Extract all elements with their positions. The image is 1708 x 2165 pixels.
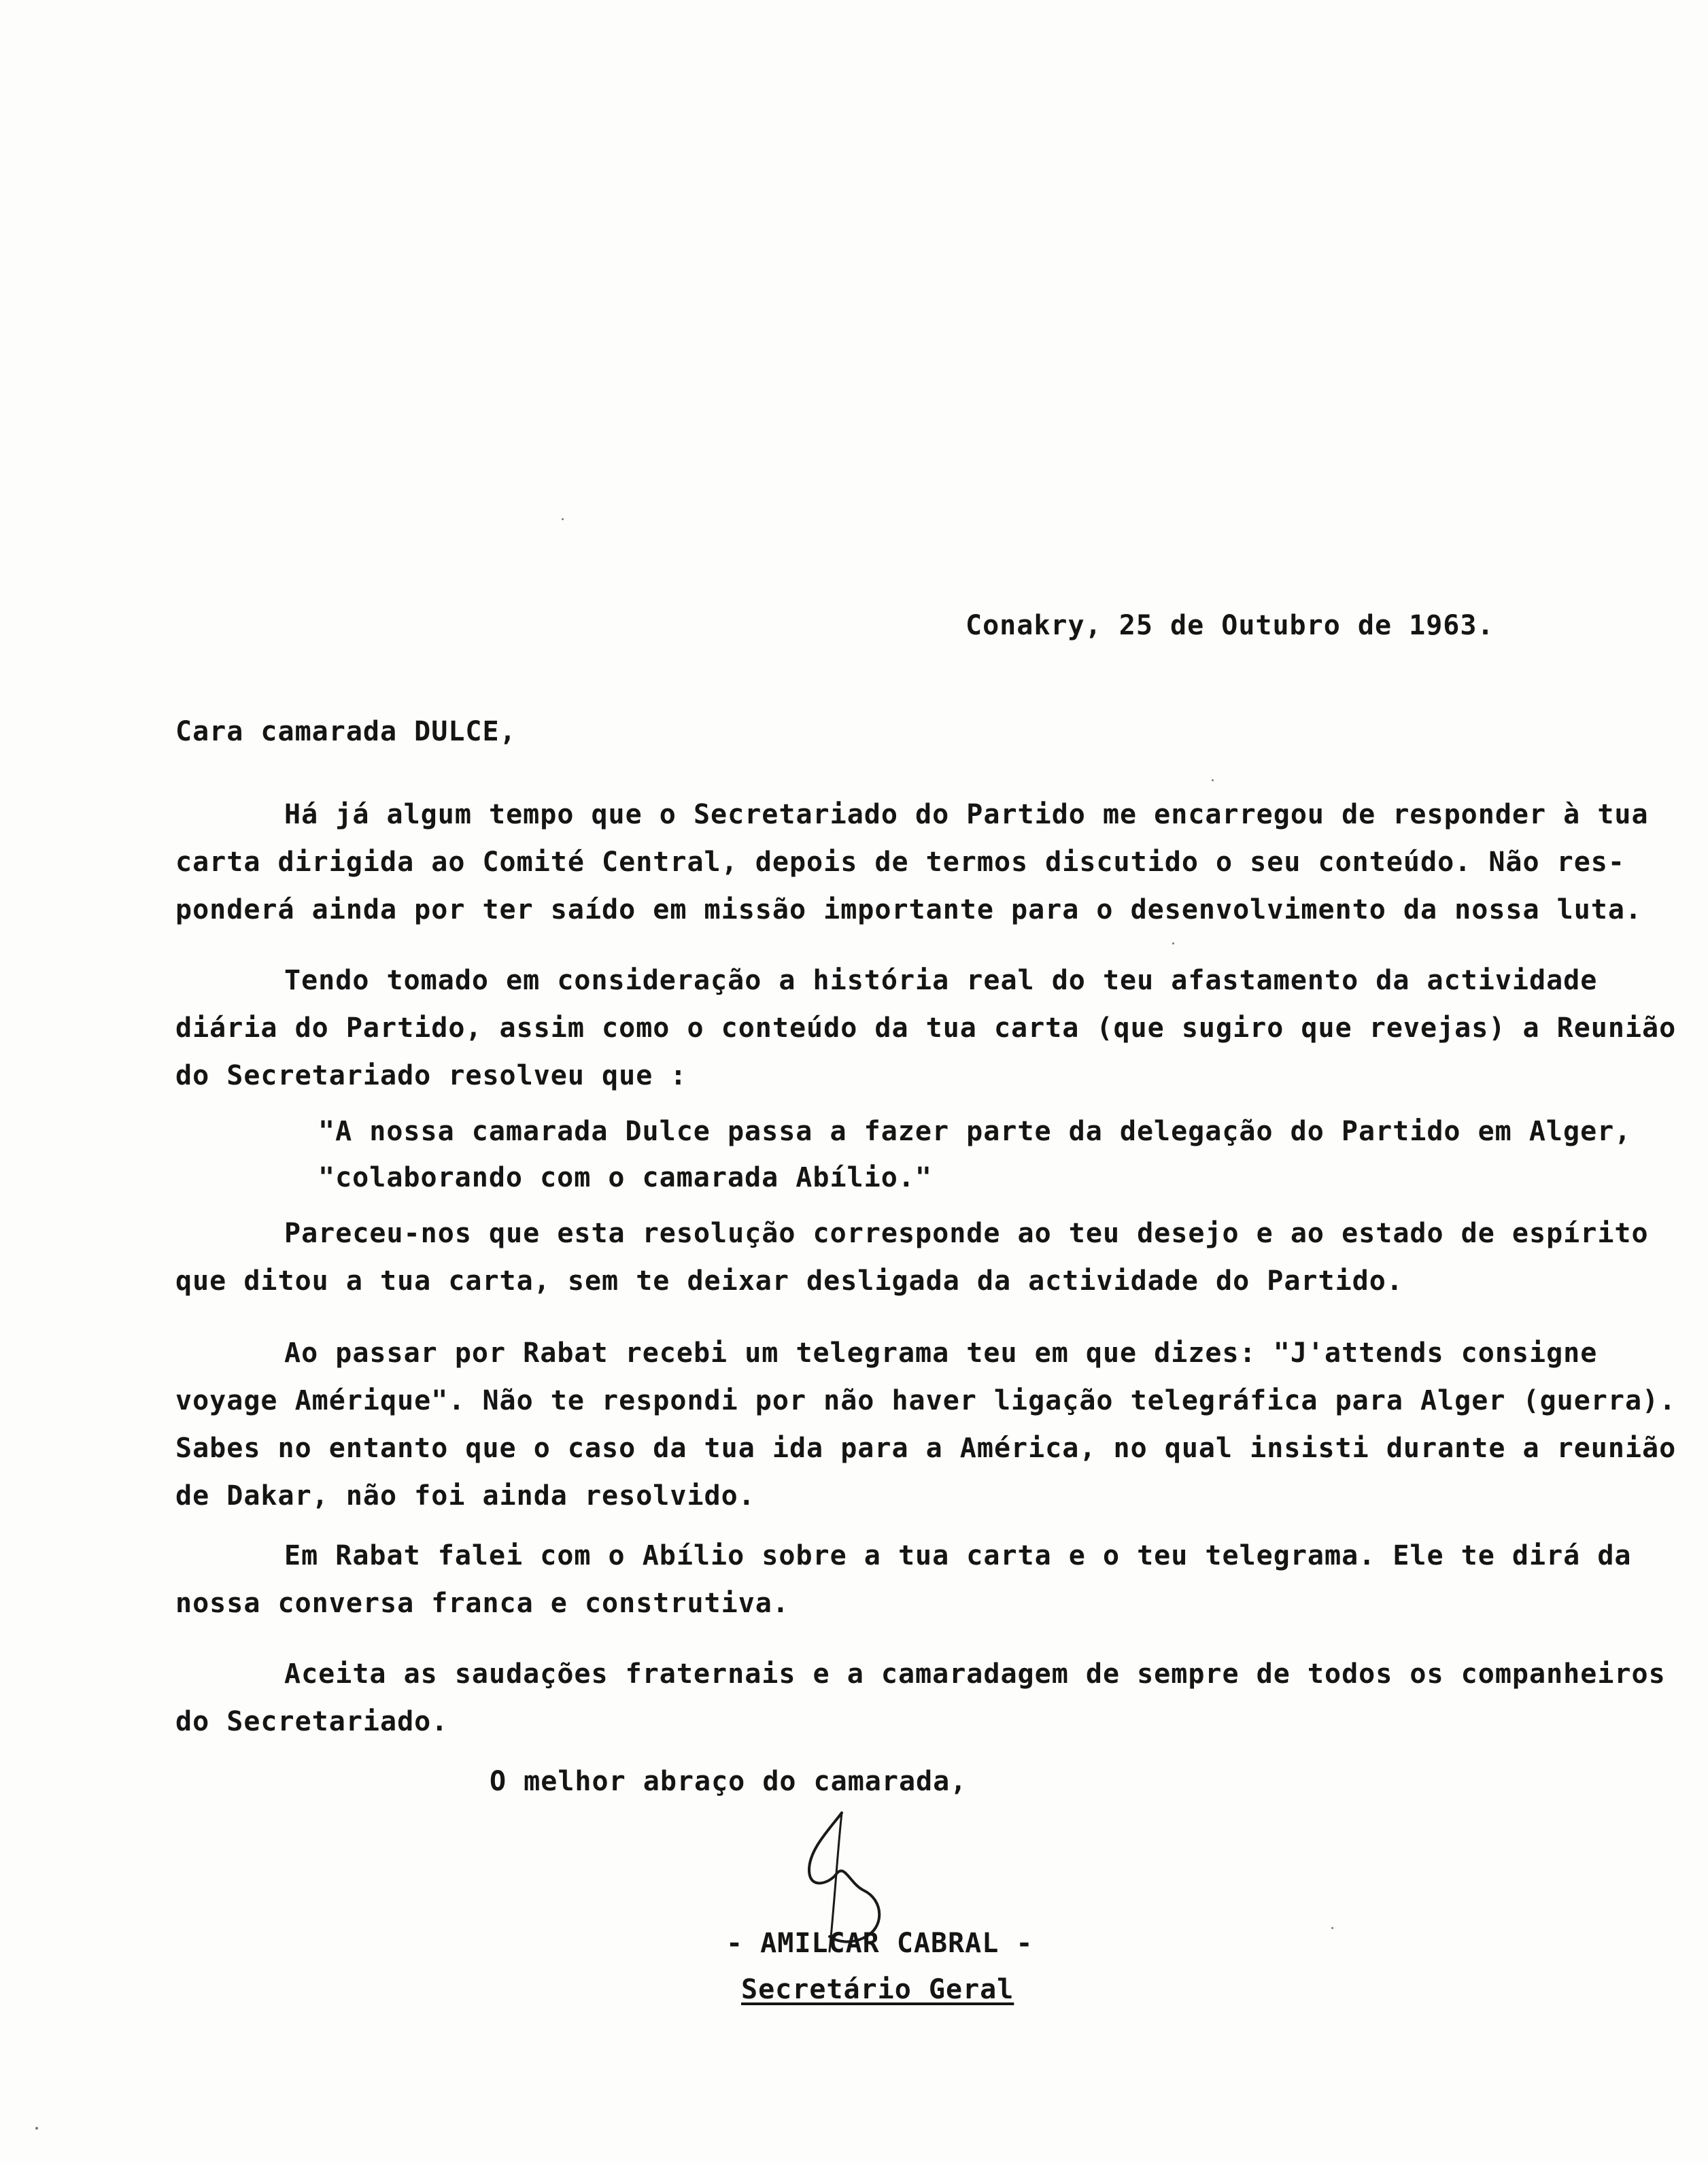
paragraph-2-line-2: diária do Partido, assim como o conteúdo da tua carta (que sugiro que revejas) a Reunião bbox=[175, 1012, 1677, 1044]
signatory-name: - AMILCAR CABRAL - bbox=[726, 1928, 1034, 1959]
scan-speck bbox=[562, 518, 564, 520]
scan-speck bbox=[35, 2127, 38, 2130]
paragraph-4-line-1: Ao passar por Rabat recebi um telegrama teu em que dizes: "J'attends consigne bbox=[284, 1337, 1598, 1369]
paragraph-5-line-1: Em Rabat falei com o Abílio sobre a tua carta e o teu telegrama. Ele te dirá da bbox=[284, 1540, 1632, 1571]
paragraph-5-line-2: nossa conversa franca e construtiva. bbox=[175, 1588, 789, 1619]
paragraph-1-line-3: ponderá ainda por ter saído em missão importante para o desenvolvimento da nossa luta. bbox=[175, 894, 1643, 925]
scan-speck bbox=[1172, 942, 1174, 944]
paragraph-4-line-4: de Dakar, não foi ainda resolvido. bbox=[175, 1480, 755, 1512]
paragraph-4-line-3: Sabes no entanto que o caso da tua ida para a América, no qual insisti durante a reunião bbox=[175, 1433, 1677, 1464]
paragraph-6-line-2: do Secretariado. bbox=[175, 1706, 449, 1737]
resolution-line-1: "A nossa camarada Dulce passa a fazer parte da delegação do Partido em Alger, bbox=[318, 1116, 1632, 1147]
scan-speck bbox=[1212, 779, 1214, 781]
resolution-line-2: "colaborando com o camarada Abílio." bbox=[318, 1162, 932, 1193]
closing: O melhor abraço do camarada, bbox=[490, 1766, 968, 1797]
scan-speck bbox=[1331, 1927, 1333, 1929]
paragraph-1-line-1: Há já algum tempo que o Secretariado do Partido me encarregou de responder à tua bbox=[284, 799, 1649, 830]
paragraph-4-line-2: voyage Amérique". Não te respondi por não haver ligação telegráfica para Alger (guerra). bbox=[175, 1385, 1677, 1416]
paragraph-2-line-1: Tendo tomado em consideração a história real do teu afastamento da actividade bbox=[284, 965, 1598, 996]
paragraph-3-line-2: que ditou a tua carta, sem te deixar desligada da actividade do Partido. bbox=[175, 1265, 1403, 1297]
letter-date: Conakry, 25 de Outubro de 1963. bbox=[966, 610, 1494, 641]
salutation: Cara camarada DULCE, bbox=[175, 716, 517, 747]
signatory-title: Secretário Geral bbox=[741, 1974, 1014, 2005]
paragraph-3-line-1: Pareceu-nos que esta resolução corresponde ao teu desejo e ao estado de espírito bbox=[284, 1218, 1649, 1249]
paragraph-1-line-2: carta dirigida ao Comité Central, depois de termos discutido o seu conteúdo. Não res- bbox=[175, 847, 1625, 878]
paragraph-6-line-1: Aceita as saudações fraternais e a camaradagem de sempre de todos os companheiros bbox=[284, 1658, 1666, 1690]
paragraph-2-line-3: do Secretariado resolveu que : bbox=[175, 1060, 687, 1091]
